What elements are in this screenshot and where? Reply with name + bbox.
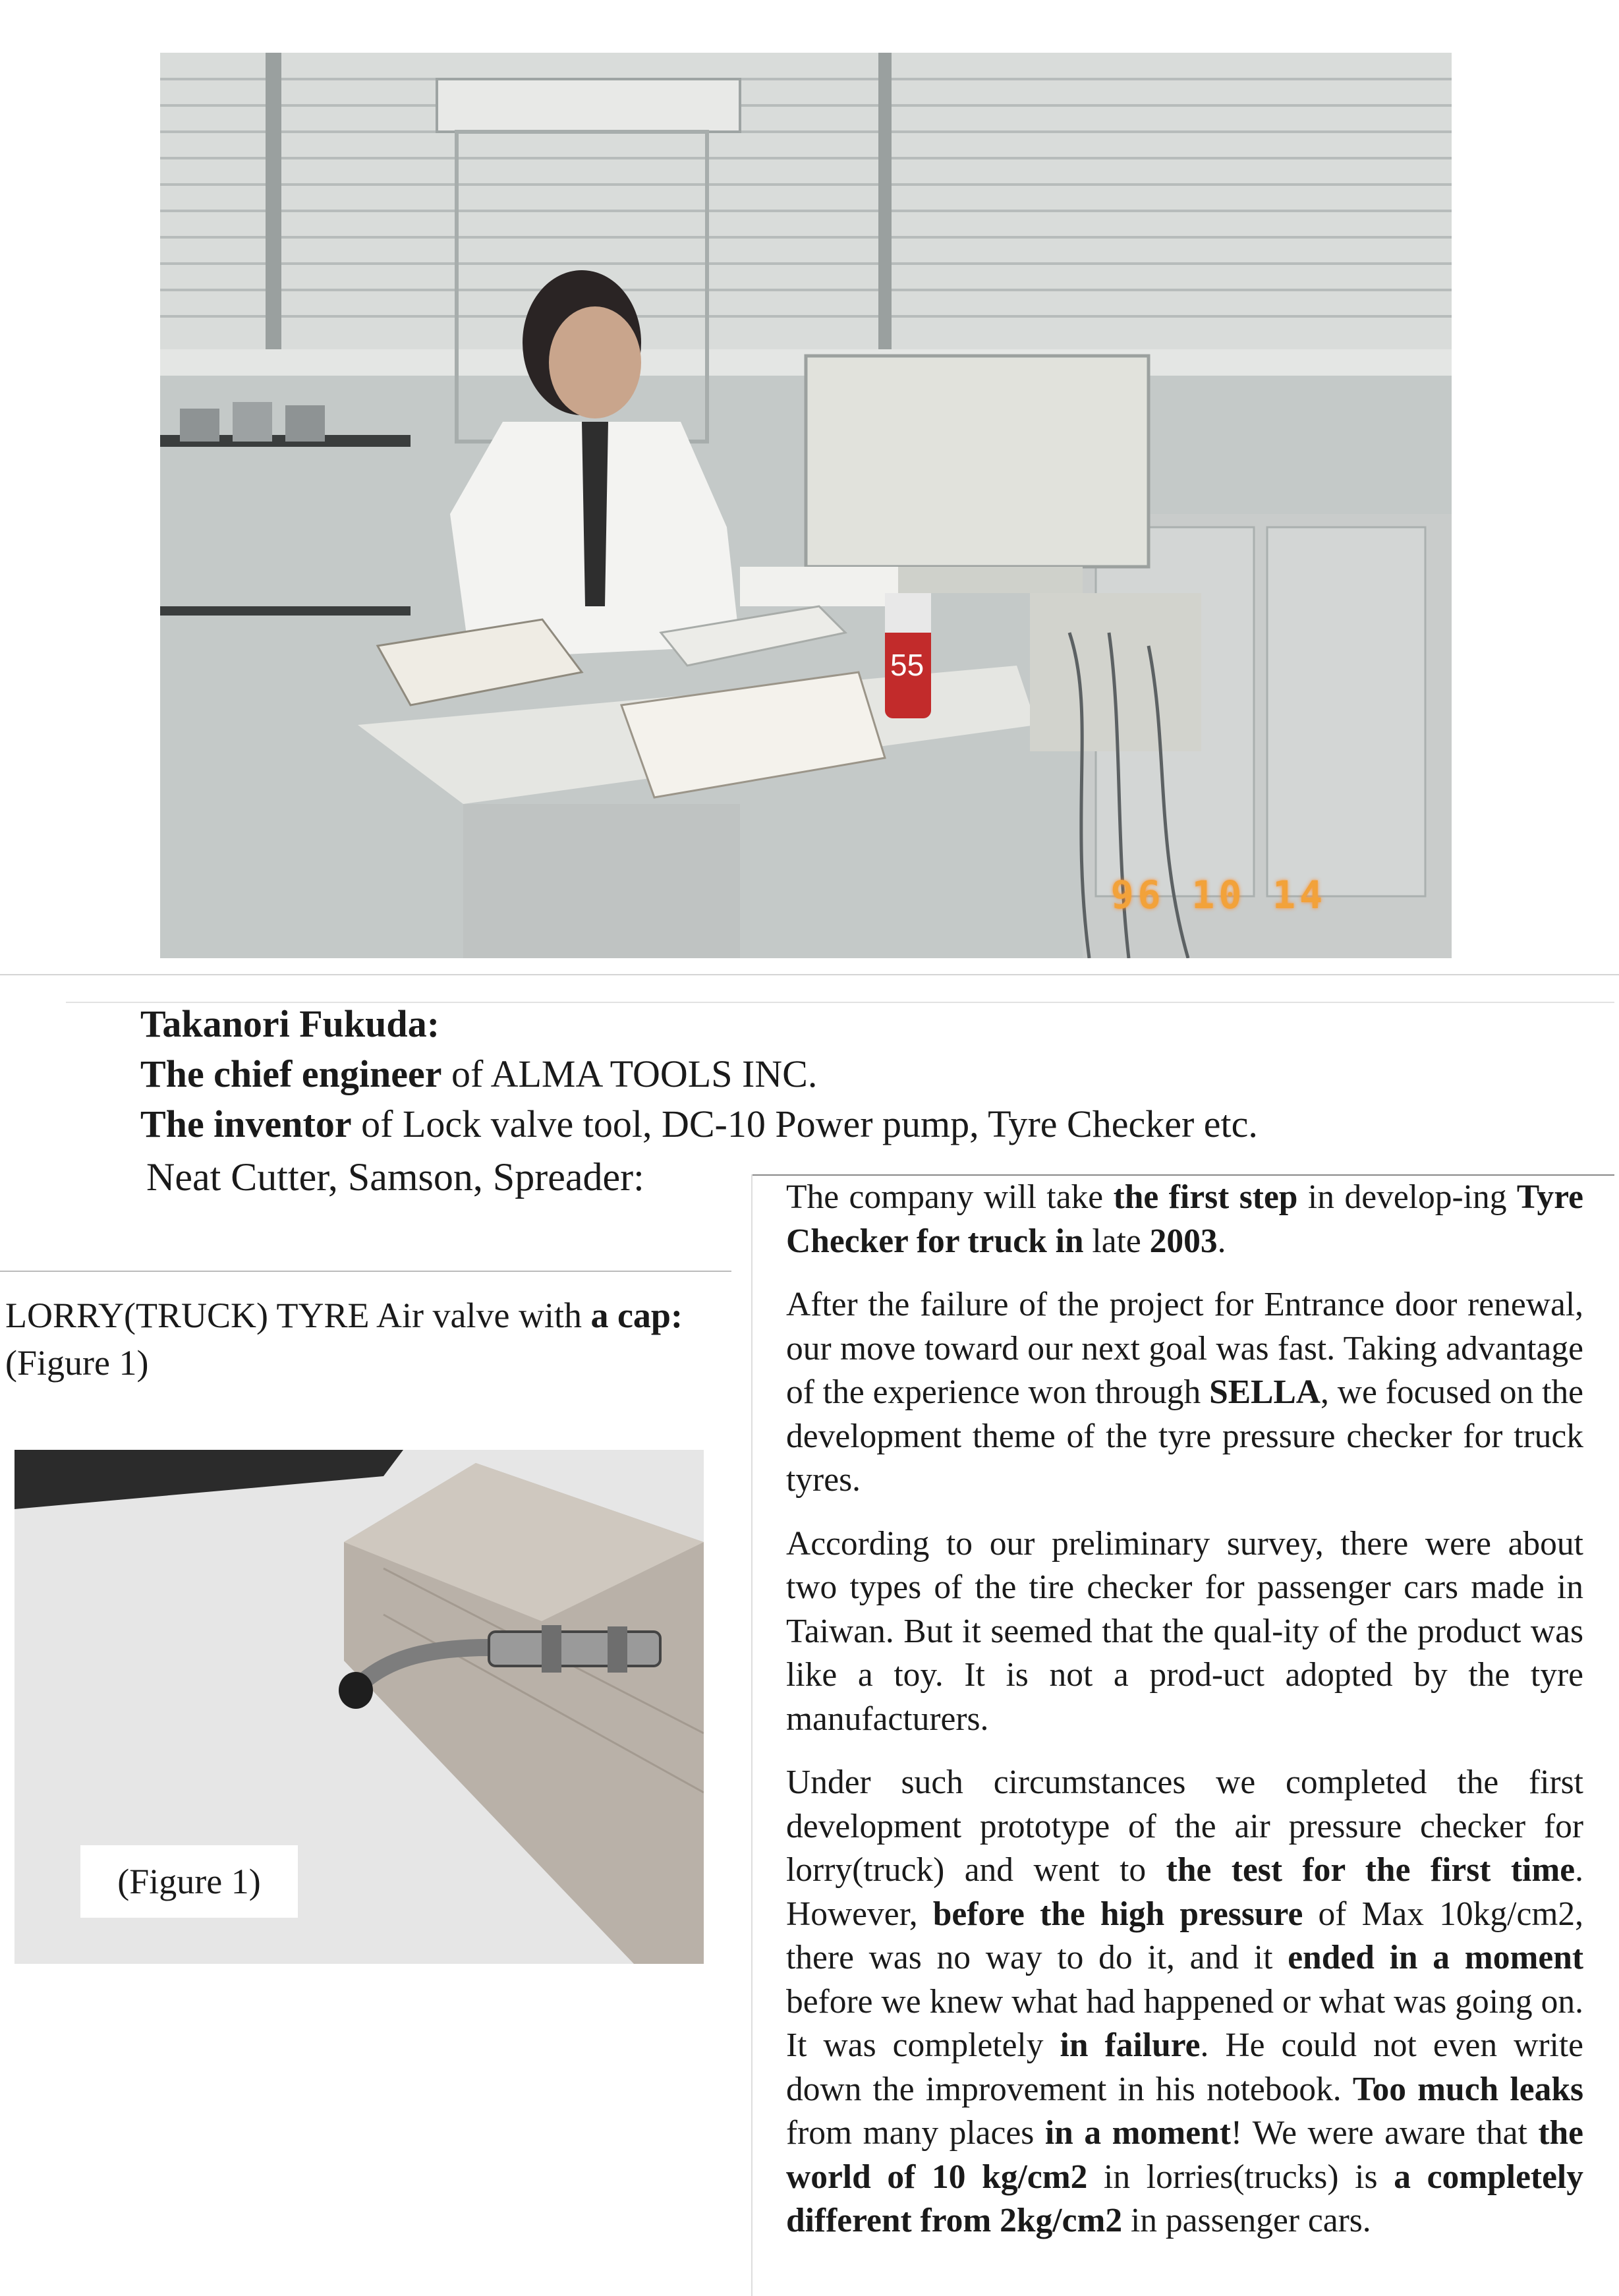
- p4-run: in passenger cars.: [1122, 2202, 1371, 2239]
- p2-run: After the failure of the project for Entrance door renewal, our move toward our next goal was fast. Taking advantage of the experience won through: [786, 1286, 1583, 1411]
- tools-list: Neat Cutter, Samson, Spreader:: [146, 1155, 644, 1199]
- figure-1-photo: [14, 1450, 704, 1964]
- title-rest: of ALMA TOOLS INC.: [441, 1052, 818, 1095]
- article-body: [786, 1176, 1583, 2263]
- inventor-rest: of Lock valve tool, DC-10 Power pump, Tyre Checker etc.: [351, 1103, 1258, 1145]
- p4-run: before the high pressure: [932, 1895, 1303, 1933]
- figure-caption: [5, 1292, 730, 1387]
- lorry-colon: :: [670, 1296, 683, 1335]
- p1-run: Tyre Checker for truck in: [786, 1178, 1583, 1260]
- engineer-title-line: [140, 1049, 817, 1099]
- p4-run: Too much leaks: [1352, 2070, 1583, 2108]
- p4-run: the world of 10 kg/cm2: [786, 2114, 1583, 2196]
- engineer-name: Takanori Fukuda:: [140, 1002, 440, 1045]
- figure-1-label: (Figure 1): [80, 1845, 298, 1918]
- p2-run: SELLA: [1209, 1373, 1321, 1411]
- svg-text:55: 55: [890, 648, 924, 682]
- lab-scene-illustration: [160, 53, 1452, 958]
- lorry-bold: a cap: [590, 1296, 671, 1335]
- p4-run: Under such circumstances we completed the first development prototype of the air pressure checker for lorry(truck) and went to: [786, 1764, 1583, 1889]
- p1-run: 2003: [1149, 1222, 1218, 1260]
- p4-run: a completely different from 2kg/cm2: [786, 2158, 1583, 2239]
- inventor-line: [140, 1099, 1258, 1149]
- lorry-text: LORRY(TRUCK) TYRE Air valve with: [5, 1296, 591, 1335]
- p1-run: late: [1083, 1222, 1150, 1260]
- p4-run: ended in a moment: [1288, 1939, 1584, 1976]
- p2-run: , we focused on the development theme of the tyre pressure checker for truck tyres.: [786, 1373, 1584, 1499]
- p4-run: in failure: [1060, 2026, 1201, 2064]
- p4-run: ! We were aware that: [1230, 2114, 1539, 2152]
- p1-run: the first step: [1113, 1178, 1298, 1216]
- p4-run: the test for the first time: [1166, 1851, 1576, 1889]
- figure-ref: (Figure 1): [5, 1343, 149, 1383]
- p1-run: .: [1217, 1222, 1226, 1260]
- p1-run: The company will take: [786, 1178, 1114, 1216]
- inventor-bold: The inventor: [140, 1103, 352, 1145]
- paragraph-3: [786, 1522, 1583, 1742]
- p1-run: in develop-ing: [1297, 1178, 1517, 1216]
- lab-photo: [160, 53, 1452, 958]
- p3-run: According to our preliminary survey, there were about two types of the tire checker for passenger cars made in Taiwan. But it seemed that the qual-ity of the product was like a toy. It is not a prod-uct adopted by the tyre manufacturers.: [786, 1524, 1583, 1738]
- p4-run: from many places: [786, 2114, 1045, 2152]
- date-stamp: 96 10 14: [1110, 873, 1326, 917]
- p4-run: of Max 10kg/cm2, there was no way to do it, and it: [786, 1895, 1584, 1976]
- paragraph-2: [786, 1283, 1583, 1503]
- p4-run: . However,: [786, 1851, 1583, 1933]
- title-bold: The chief engineer: [140, 1052, 442, 1095]
- paragraph-1: [786, 1176, 1583, 1263]
- p4-run: . He could not even write down the improvement in his notebook.: [786, 2026, 1584, 2108]
- paragraph-4: [786, 1761, 1583, 2243]
- p4-run: before we knew what had happened or what was going on. It was completely: [786, 1982, 1583, 2064]
- p4-run: in lorries(trucks) is: [1087, 2158, 1394, 2196]
- p4-run: in a moment: [1044, 2114, 1231, 2152]
